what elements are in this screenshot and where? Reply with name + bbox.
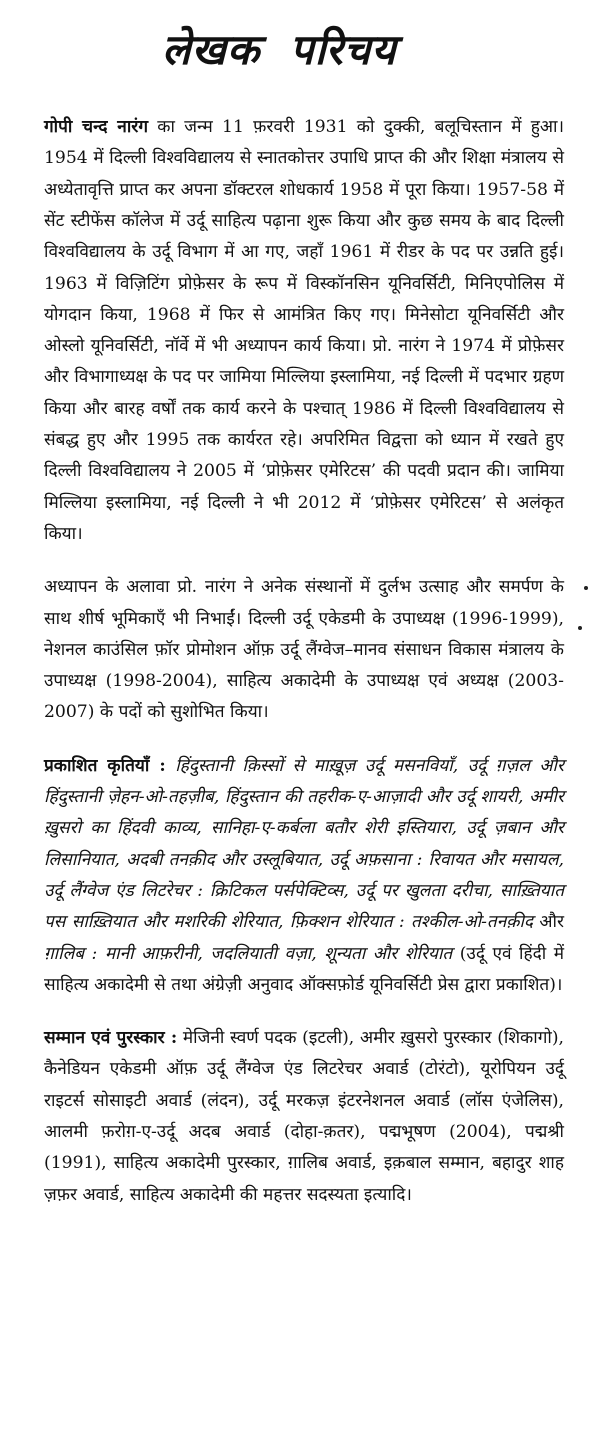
works-titles-2: ग़ालिब : मानी आफ़रीनी, जदलियाती वज़ा, शून्यता और शेरियात — [44, 943, 453, 964]
works-note: (उर्दू एवं हिंदी में साहित्य अकादेमी से तथा अंग्रेज़ी अनुवाद ऑक्सफ़ोर्ड यूनिवर्सिटी प्रेस द्वारा प्रकाशित)। — [44, 943, 564, 995]
works-paragraph — [44, 751, 564, 1001]
roles-paragraph — [44, 572, 564, 728]
bio-paragraph — [44, 112, 564, 550]
works-label: प्रकाशित कृतियाँ : — [44, 755, 166, 776]
awards-label: सम्मान एवं पुरस्कार : — [44, 1028, 178, 1049]
awards-paragraph — [44, 1023, 564, 1211]
works-titles: हिंदुस्तानी क़िस्सों से माख़ूज़ उर्दू मसनवियाँ, उर्दू ग़ज़ल और हिंदुस्तानी ज़ेहन-ओ-तहज़ीब, हिंदुस्तान की तहरीक-ए-आज़ादी और उर्दू शायरी, अमीर ख़ुसरो का हिंदवी काव्य, सानिहा-ए-कर्बला बतौर शेरी इस्तियारा, उर्दू ज़बान और लिसानियात, अदबी तनक़ीद और उस्लूबियात, उर्दू अफ़साना : रिवायत और मसायल, उर्दू लैंग्वेज एंड लिटरेचर : क्रिटिकल पर्सपेक्टिव्स, उर्दू पर खुलता दरीचा, साख़्तियात पस साख़्तियात और मशरिकी शेरियात, फ़िक्शन शेरियात : तश्कील-ओ-तनक़ीद — [44, 755, 564, 933]
author-name: गोपी चन्द नारंग — [44, 117, 149, 138]
bio-text: का जन्म 11 फ़रवरी 1931 को दुक्की, बलूचिस्तान में हुआ। 1954 में दिल्ली विश्वविद्यालय से स्नातकोत्तर उपाधि प्राप्त की और शिक्षा मंत्रालय से अध्येतावृत्ति प्राप्त कर अपना डॉक्टरल शोधकार्य 1958 में पूरा किया। 1957-58 में सेंट स्टीफेंस कॉलेज में उर्दू साहित्य पढ़ाना शुरू किया और कुछ समय के बाद दिल्ली विश्वविद्यालय के उर्दू विभाग में आ गए, जहाँ 1961 में रीडर के पद पर उन्नति हुई। 1963 में विज़िटिंग प्रोफ़ेसर के रूप में विस्कॉनसिन यूनिवर्सिटी, मिनिएपोलिस में योगदान किया, 1968 में फिर से आमंत्रित किए गए। मिनेसोटा यूनिवर्सिटी और ओस्लो यूनिवर्सिटी, नॉर्वे में भी अध्यापन कार्य किया। प्रो. नारंग ने 1974 में प्रोफ़ेसर और विभागाध्यक्ष के पद पर जामिया मिल्लिया इस्लामिया, नई दिल्ली में पदभार ग्रहण किया और बारह वर्षों तक कार्य करने के पश्चात् 1986 में दिल्ली विश्वविद्यालय से संबद्ध हुए और 1995 तक कार्यरत रहे। अपरिमित विद्वत्ता को ध्यान में रखते हुए दिल्ली विश्वविद्यालय ने 2005 में ‘प्रोफ़ेसर एमेरिटस’ की पदवी प्रदान की। जामिया मिल्लिया इस्लामिया, नई दिल्ली ने भी 2012 में ‘प्रोफ़ेसर एमेरिटस’ से अलंकृत किया। — [44, 117, 565, 544]
scan-speck — [578, 626, 582, 630]
page-title: लेखक परिचय — [162, 25, 397, 74]
roles-text: अध्यापन के अलावा प्रो. नारंग ने अनेक संस्थानों में दुर्लभ उत्साह और समर्पण के साथ शीर्ष भूमिकाएँ भी निभाईं। दिल्ली उर्दू एकेडमी के उपाध्यक्ष (1996-1999), नेशनल काउंसिल फ़ॉर प्रोमोशन ऑफ़ उर्दू लैंग्वेज–मानव संसाधन विकास मंत्रालय के उपाध्यक्ष (1998-2004), साहित्य अकादेमी के उपाध्यक्ष एवं अध्यक्ष (2003-2007) के पदों को सुशोभित किया। — [44, 577, 564, 723]
works-connector: और — [533, 912, 564, 933]
awards-text: मेजिनी स्वर्ण पदक (इटली), अमीर ख़ुसरो पुरस्कार (शिकागो), कैनेडियन एकेडमी ऑफ़ उर्दू लैंग्वेज एंड लिटरेचर अवार्ड (टोरंटो), यूरोपियन उर्दू राइटर्स सोसाइटी अवार्ड (लंदन), उर्दू मरकज़ इंटरनेशनल अवार्ड (लॉस एंजेलिस), आलमी फ़रोग़-ए-उर्दू अदब अवार्ड (दोहा-क़तर), पद्मभूषण (2004), पद्मश्री (1991), साहित्य अकादेमी पुरस्कार, ग़ालिब अवार्ड, इक़बाल सम्मान, बहादुर शाह ज़फ़र अवार्ड, साहित्य अकादेमी की महत्तर सदस्यता इत्यादि। — [44, 1028, 565, 1205]
scan-speck — [584, 586, 588, 590]
